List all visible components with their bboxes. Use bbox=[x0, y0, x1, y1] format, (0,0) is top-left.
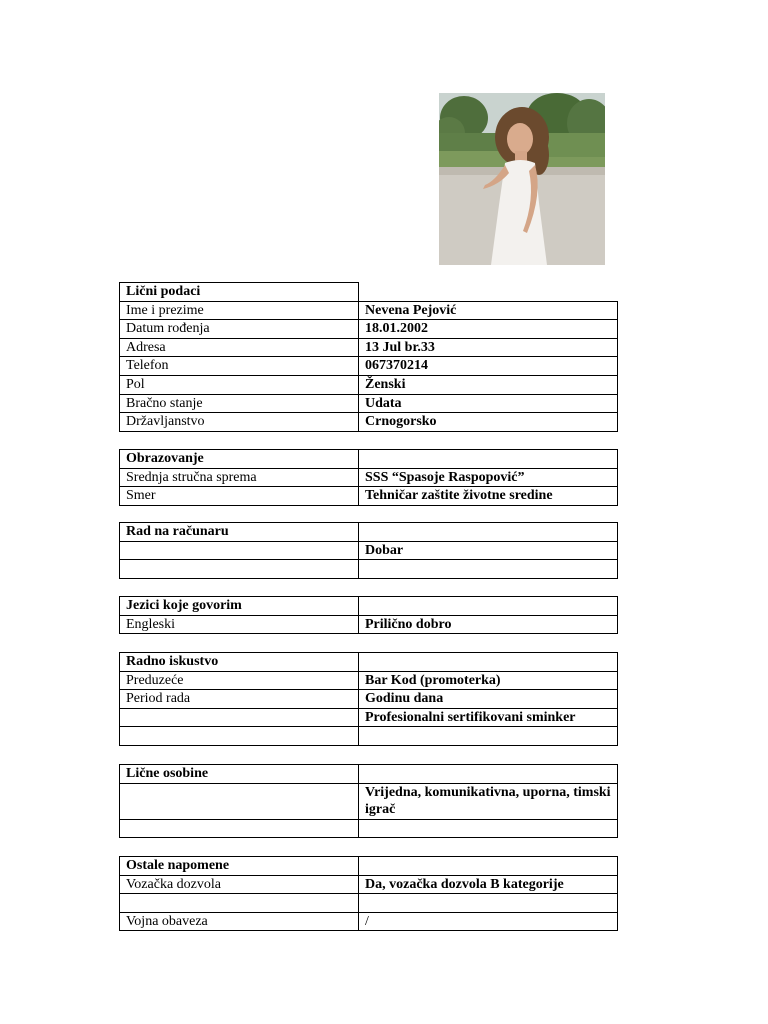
table-row bbox=[120, 320, 618, 339]
section-title: Lični podaci bbox=[120, 283, 359, 302]
jezici-table bbox=[119, 596, 618, 634]
empty-cell bbox=[359, 653, 618, 672]
row-value: 18.01.2002 bbox=[359, 320, 618, 339]
row-value: Vrijedna, komunikativna, uporna, timski igrač bbox=[359, 783, 618, 819]
row-label bbox=[120, 894, 359, 913]
table-row bbox=[120, 708, 618, 727]
obrazovanje-table bbox=[119, 449, 618, 506]
row-label: Pol bbox=[120, 375, 359, 394]
table-row bbox=[120, 338, 618, 357]
empty-cell bbox=[359, 857, 618, 876]
section-title: Obrazovanje bbox=[120, 450, 359, 469]
section-title: Ostale napomene bbox=[120, 857, 359, 876]
empty-cell bbox=[359, 283, 618, 302]
row-label bbox=[120, 819, 359, 838]
row-label bbox=[120, 783, 359, 819]
empty-cell bbox=[359, 450, 618, 469]
row-value: 13 Jul br.33 bbox=[359, 338, 618, 357]
row-label: Smer bbox=[120, 487, 359, 506]
section-title: Radno iskustvo bbox=[120, 653, 359, 672]
table-row bbox=[120, 413, 618, 432]
row-label bbox=[120, 560, 359, 579]
row-label: Engleski bbox=[120, 615, 359, 634]
row-value bbox=[359, 727, 618, 746]
empty-cell bbox=[359, 523, 618, 542]
row-value: Prilično dobro bbox=[359, 615, 618, 634]
row-label: Preduzeće bbox=[120, 671, 359, 690]
row-value: / bbox=[359, 912, 618, 931]
table-row bbox=[120, 615, 618, 634]
ostale-napomene-table bbox=[119, 856, 618, 931]
table-row bbox=[120, 560, 618, 579]
row-value bbox=[359, 819, 618, 838]
row-label bbox=[120, 541, 359, 560]
row-label bbox=[120, 708, 359, 727]
table-row bbox=[120, 819, 618, 838]
row-label: Državljanstvo bbox=[120, 413, 359, 432]
table-row bbox=[120, 375, 618, 394]
row-label: Datum rođenja bbox=[120, 320, 359, 339]
row-value: SSS “Spasoje Raspopović” bbox=[359, 468, 618, 487]
row-value: Dobar bbox=[359, 541, 618, 560]
row-value: Da, vozačka dozvola B kategorije bbox=[359, 875, 618, 894]
section-title: Jezici koje govorim bbox=[120, 597, 359, 616]
empty-cell bbox=[359, 765, 618, 784]
table-row bbox=[120, 912, 618, 931]
row-label: Vojna obaveza bbox=[120, 912, 359, 931]
table-row bbox=[120, 487, 618, 506]
table-row bbox=[120, 357, 618, 376]
row-value: Profesionalni sertifikovani sminker bbox=[359, 708, 618, 727]
row-value: Udata bbox=[359, 394, 618, 413]
row-label: Ime i prezime bbox=[120, 301, 359, 320]
row-value: Godinu dana bbox=[359, 690, 618, 709]
rad-na-racunaru-table bbox=[119, 522, 618, 579]
table-row bbox=[120, 783, 618, 819]
table-row bbox=[120, 301, 618, 320]
profile-photo bbox=[439, 93, 605, 265]
row-value: Crnogorsko bbox=[359, 413, 618, 432]
row-value: Bar Kod (promoterka) bbox=[359, 671, 618, 690]
row-value bbox=[359, 560, 618, 579]
empty-cell bbox=[359, 597, 618, 616]
row-label: Vozačka dozvola bbox=[120, 875, 359, 894]
table-row bbox=[120, 394, 618, 413]
table-row bbox=[120, 690, 618, 709]
table-row bbox=[120, 671, 618, 690]
table-row bbox=[120, 727, 618, 746]
row-value: Tehničar zaštite životne sredine bbox=[359, 487, 618, 506]
radno-iskustvo-table bbox=[119, 652, 618, 746]
row-label: Adresa bbox=[120, 338, 359, 357]
row-value: 067370214 bbox=[359, 357, 618, 376]
section-title: Lične osobine bbox=[120, 765, 359, 784]
licne-osobine-table bbox=[119, 764, 618, 838]
row-label bbox=[120, 727, 359, 746]
section-title: Rad na računaru bbox=[120, 523, 359, 542]
row-value: Nevena Pejović bbox=[359, 301, 618, 320]
licni-podaci-table bbox=[119, 282, 618, 432]
table-row bbox=[120, 875, 618, 894]
row-value bbox=[359, 894, 618, 913]
table-row bbox=[120, 541, 618, 560]
row-value: Ženski bbox=[359, 375, 618, 394]
row-label: Period rada bbox=[120, 690, 359, 709]
row-label: Srednja stručna sprema bbox=[120, 468, 359, 487]
row-label: Telefon bbox=[120, 357, 359, 376]
table-row bbox=[120, 894, 618, 913]
row-label: Bračno stanje bbox=[120, 394, 359, 413]
table-row bbox=[120, 468, 618, 487]
